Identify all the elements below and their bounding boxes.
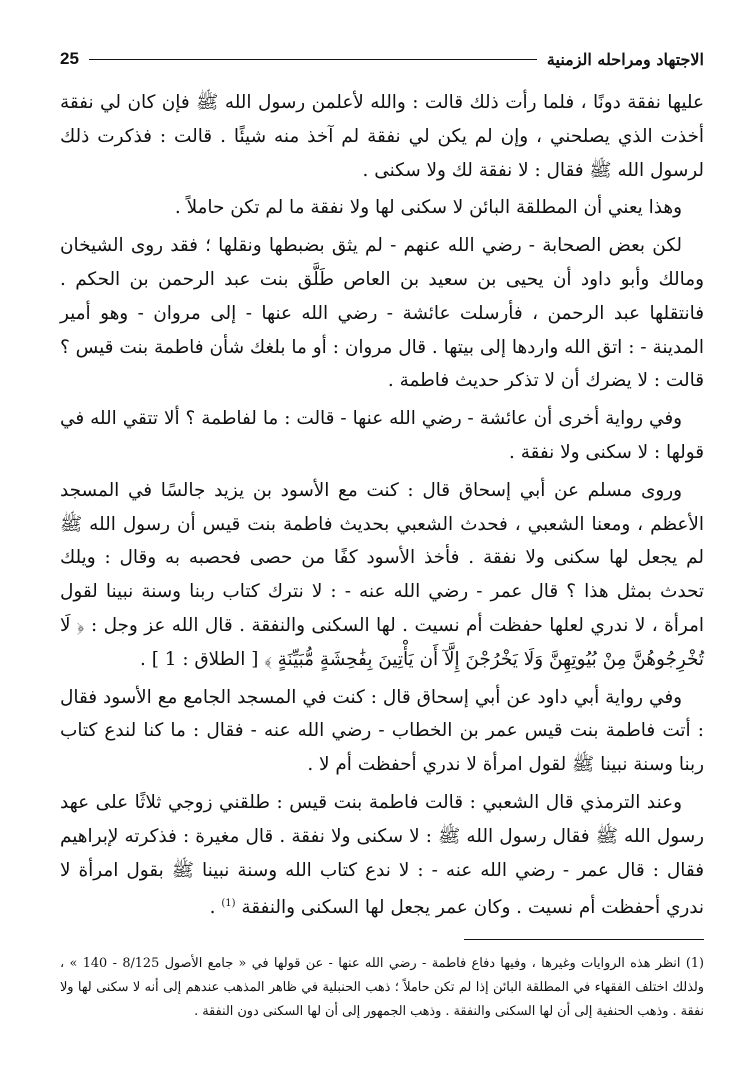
paragraph-4: وفي رواية أخرى أن عائشة - رضي الله عنها - قالت : ما لفاطمة ؟ ألا تتقي الله في قولها : لا سكنى ولا نفقة . bbox=[60, 408, 704, 463]
paragraph-7: وعند الترمذي قال الشعبي : قالت فاطمة بنت قيس : طلقني زوجي ثلاثًا على عهد رسول الله ﷺ فقال رسول الله ﷺ : لا سكنى ولا نفقة . قال مغيرة : فذكرته لإبراهيم فقال : قال عمر - رضي الله عنه - : لا ندع كتاب الله وسنة نبينا ﷺ بقول امرأة لا ندري أحفظت أم نسيت . وكان عمر يجعل لها السكنى والنفقة $^{(1)}$ . bbox=[60, 791, 704, 919]
paragraph-5: وروى مسلم عن أبي إسحاق قال : كنت مع الأسود بن يزيد جالسًا في المسجد الأعظم ، ومعنا الشعبي ، فحدث الشعبي بحديث فاطمة بنت قيس أن رسول الله ﷺ لم يجعل لها سكنى ولا نفقة . فأخذ الأسود كفًا من حصى فحصبه به وقال : ويلك تحدث بمثل هذا ؟ قال عمر - رضي الله عنه - : لا نترك كتاب ربنا وسنة نبينا لقول امرأة ، لا ندري لعلها حفظت أم نسيت . لها السكنى والنفقة . قال الله عز وجل : ﴿ لَا تُخْرِجُوهُنَّ مِنْ بُيُوتِهِنَّ وَلَا يَخْرُجْنَ إِلَّآ أَن يَأْتِينَ بِفَٰحِشَةٍ مُّبَيِّنَةٍ ﴾ [ الطلاق : 1 ] . bbox=[60, 479, 704, 670]
paragraph-7-text: وعند الترمذي قال الشعبي : قالت فاطمة بنت قيس : طلقني زوجي ثلاثًا على عهد رسول الله ﷺ فقال رسول الله ﷺ : لا سكنى ولا نفقة . قال مغيرة : فذكرته لإبراهيم فقال : قال عمر - رضي الله عنه - : لا ندع كتاب الله وسنة نبينا ﷺ بقول امرأة لا ندري أحفظت أم نسيت . وكان عمر يجعل لها السكنى والنفقة bbox=[60, 791, 704, 919]
footnote bbox=[60, 952, 704, 1024]
paragraph-1: عليها نفقة دونًا ، فلما رأت ذلك قالت : والله لأعلمن رسول الله ﷺ فإن كان لي نفقة أخذت الذي يصلحني ، وإن لم يكن لي نفقة لم آخذ منه شيئًا . قالت : فذكرت ذلك لرسول الله ﷺ فقال : لا نفقة لك ولا سكنى . bbox=[60, 92, 704, 181]
footnote-text: انظر هذه الروايات وغيرها ، وفيها دفاع فاطمة - رضي الله عنها - عن قولها في « جامع الأصول 8/125 - 140 » ، ولذلك اختلف الفقهاء في المطلقة البائن إذا لم تكن حاملاً ؛ ذهب الحنبلية في ظاهر المذهب عندهم إلى أنه لا سكنى لها ولا نفقة . وذهب الحنفية إلى أن لها السكنى والنفقة . وذهب الجمهور إلى أن لها السكنى دون النفقة . bbox=[60, 956, 704, 1020]
footnote-separator bbox=[464, 939, 704, 940]
paragraph-3: لكن بعض الصحابة - رضي الله عنهم - لم يثق بضبطها ونقلها ؛ فقد روى الشيخان ومالك وأبو داود أن يحيى بن سعيد بن العاص طَلَّق بنت عبد الرحمن بن الحكم . فانتقلها عبد الرحمن ، فأرسلت عائشة - رضي الله عنها - إلى مروان - وهو أمير المدينة - : اتق الله واردها إلى بيتها . قال مروان : أو ما بلغك شأن فاطمة بنت قيس ؟ قالت : لا يضرك أن لا تذكر حديث فاطمة . bbox=[60, 235, 704, 392]
paragraph-2: وهذا يعني أن المطلقة البائن لا سكنى لها ولا نفقة ما لم تكن حاملاً . bbox=[174, 197, 682, 219]
header-rule bbox=[89, 59, 537, 60]
page-number: 25 bbox=[60, 49, 79, 68]
running-header bbox=[60, 44, 704, 74]
footnote-reference[interactable]: (1) bbox=[221, 898, 236, 910]
paragraph-6: وفي رواية أبي داود عن أبي إسحاق قال : كنت في المسجد الجامع مع الأسود فقال : أتت فاطمة بنت قيس عمر بن الخطاب - رضي الله عنه - فقال : ما كنا لندع كتاب ربنا وسنة نبينا ﷺ لقول امرأة لا ندري أحفظت أم لا . bbox=[60, 686, 704, 776]
running-title: الاجتهاد ومراحله الزمنية bbox=[546, 49, 704, 69]
main-text bbox=[60, 86, 704, 925]
footnote-marker: (1) bbox=[685, 956, 704, 972]
